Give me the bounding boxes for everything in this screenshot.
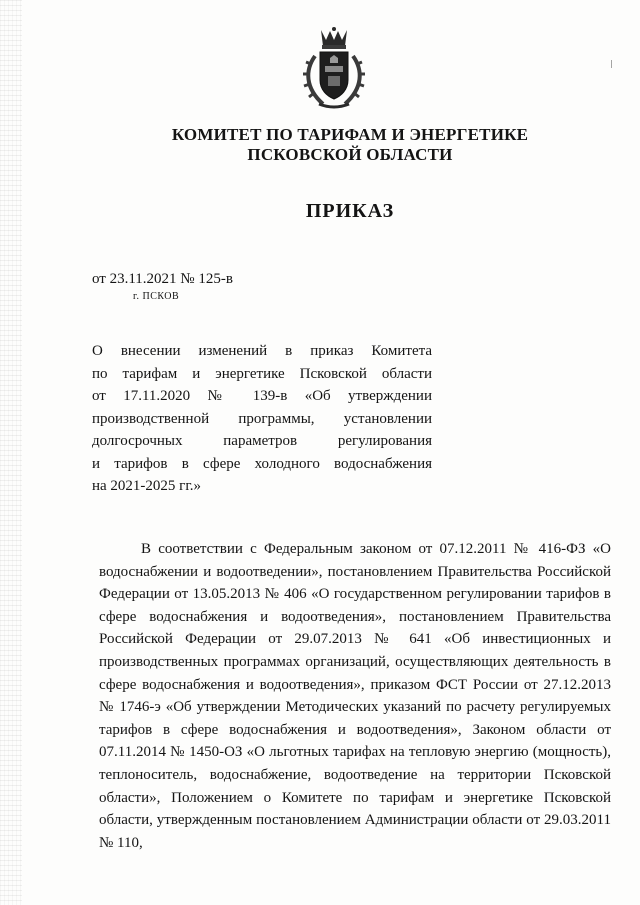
body-text — [99, 538, 611, 854]
subject-line: производственной программы, установлении — [92, 410, 432, 427]
org-line-1: КОМИТЕТ ПО ТАРИФАМ И ЭНЕРГЕТИКЕ — [171, 125, 529, 144]
subject-line: долгосрочных параметров регулирования — [92, 433, 432, 449]
org-line-2: ПСКОВСКОЙ ОБЛАСТИ — [247, 145, 453, 164]
date-and-number: от 23.11.2021 № 125-в — [92, 271, 233, 287]
body-paragraph: В соответствии с Федеральным законом от 07.12.2011 № 416-ФЗ «О водоснабжении и водоотведении», постановлением Правительства Российской Федерации от 13.05.2013 № 406 «О государственном регулировании тарифов в сфере водоснабжения и водоотведения», постановлением Правительства Российской Федерации от 29.07.2013 № 641 «Об инвестиционных и производственных программах организаций, осуществляющих деятельность в сфере водоснабжения и водоотведения», приказом ФСТ России от 27.12.2013 № 1746-э «Об утверждении Методических указаний по расчету регулируемых тарифов в сфере водоснабжения и водоотведения», Законом области от 07.11.2014 № 1450-ОЗ «О льготных тарифах на тепловую энергию (мощность), теплоноситель, водоснабжение, водоотведение на территории Псковской области», Положением о Комитете по тарифам и энергетике Псковской области, утвержденным постановлением Администрации области от 29.03.2011 № 110, — [99, 541, 611, 851]
subject-line: на 2021-2025 гг.» — [92, 478, 202, 494]
scan-edge-noise — [0, 0, 22, 905]
subject-line: и тарифов в сфере холодного водоснабжения — [92, 455, 432, 472]
organization-title — [140, 125, 560, 165]
subject-line: по тарифам и энергетике Псковской области — [92, 365, 432, 382]
document-type: ПРИКАЗ — [305, 200, 395, 222]
scan-mark — [611, 60, 612, 68]
city-label: г. ПСКОВ — [133, 291, 180, 302]
subject-line: О внесении изменений в приказ Комитета — [92, 343, 432, 359]
subject-block — [92, 340, 432, 498]
subject-line: от 17.11.2020 № 139-в «Об утверждении — [92, 388, 432, 404]
coat-of-arms-emblem — [297, 26, 371, 110]
